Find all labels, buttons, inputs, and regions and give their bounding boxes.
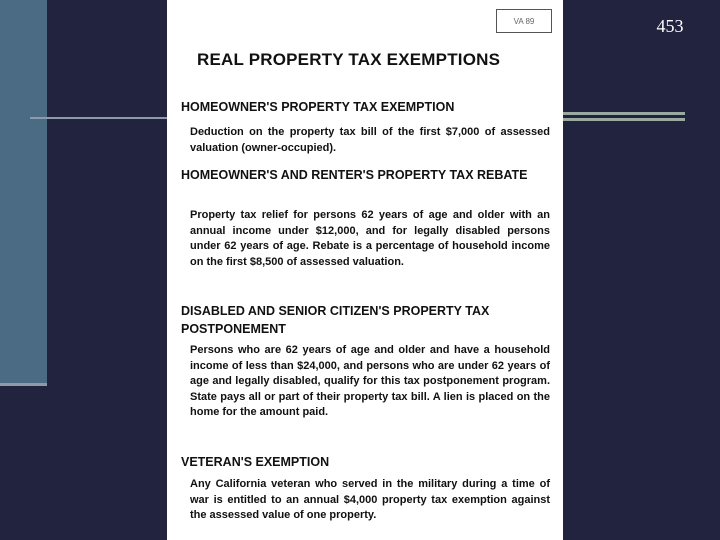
slide-number: 453 — [656, 16, 684, 36]
section-body-postponement: Persons who are 62 years of age and older and have a household income of less than $24,000, and persons who are under 62 years of age and legally disabled, qualify for this tax postponement program. State pays all or part of their property tax bill. A lien is placed on the home for the amount paid. — [190, 344, 550, 418]
side-accent-bar — [0, 0, 47, 386]
section-heading-veteran: VETERAN'S EXEMPTION — [181, 455, 330, 469]
section-body-rebate: Property tax relief for persons 62 years of age and older with an annual income under $12,000, and for legally disabled persons under 62 years of age. Rebate is a percentage of household income on the first $8,500 of assessed valuation. — [190, 209, 550, 268]
form-id-box: VA 89 — [496, 9, 552, 33]
accent-bars — [563, 112, 685, 124]
section-heading-homeowner-exemption: HOMEOWNER'S PROPERTY TAX EXEMPTION — [181, 100, 455, 114]
section-body-homeowner-exemption: Deduction on the property tax bill of the first $7,000 of assessed valuation (owner-occupied). — [190, 126, 550, 154]
document-title: REAL PROPERTY TAX EXEMPTIONS — [197, 50, 501, 69]
section-body-veteran: Any California veteran who served in the military during a time of war is entitled to an annual $4,000 property tax exemption against the assessed value of one property. — [190, 478, 550, 521]
section-heading-postponement: DISABLED AND SENIOR CITIZEN'S PROPERTY TAX POSTPONEMENT — [181, 304, 490, 336]
horizontal-rule — [30, 117, 170, 119]
document-page — [167, 0, 563, 540]
accent-bar-line — [563, 118, 685, 121]
accent-bar-line — [563, 112, 685, 115]
section-heading-rebate: HOMEOWNER'S AND RENTER'S PROPERTY TAX REBATE — [181, 168, 528, 182]
